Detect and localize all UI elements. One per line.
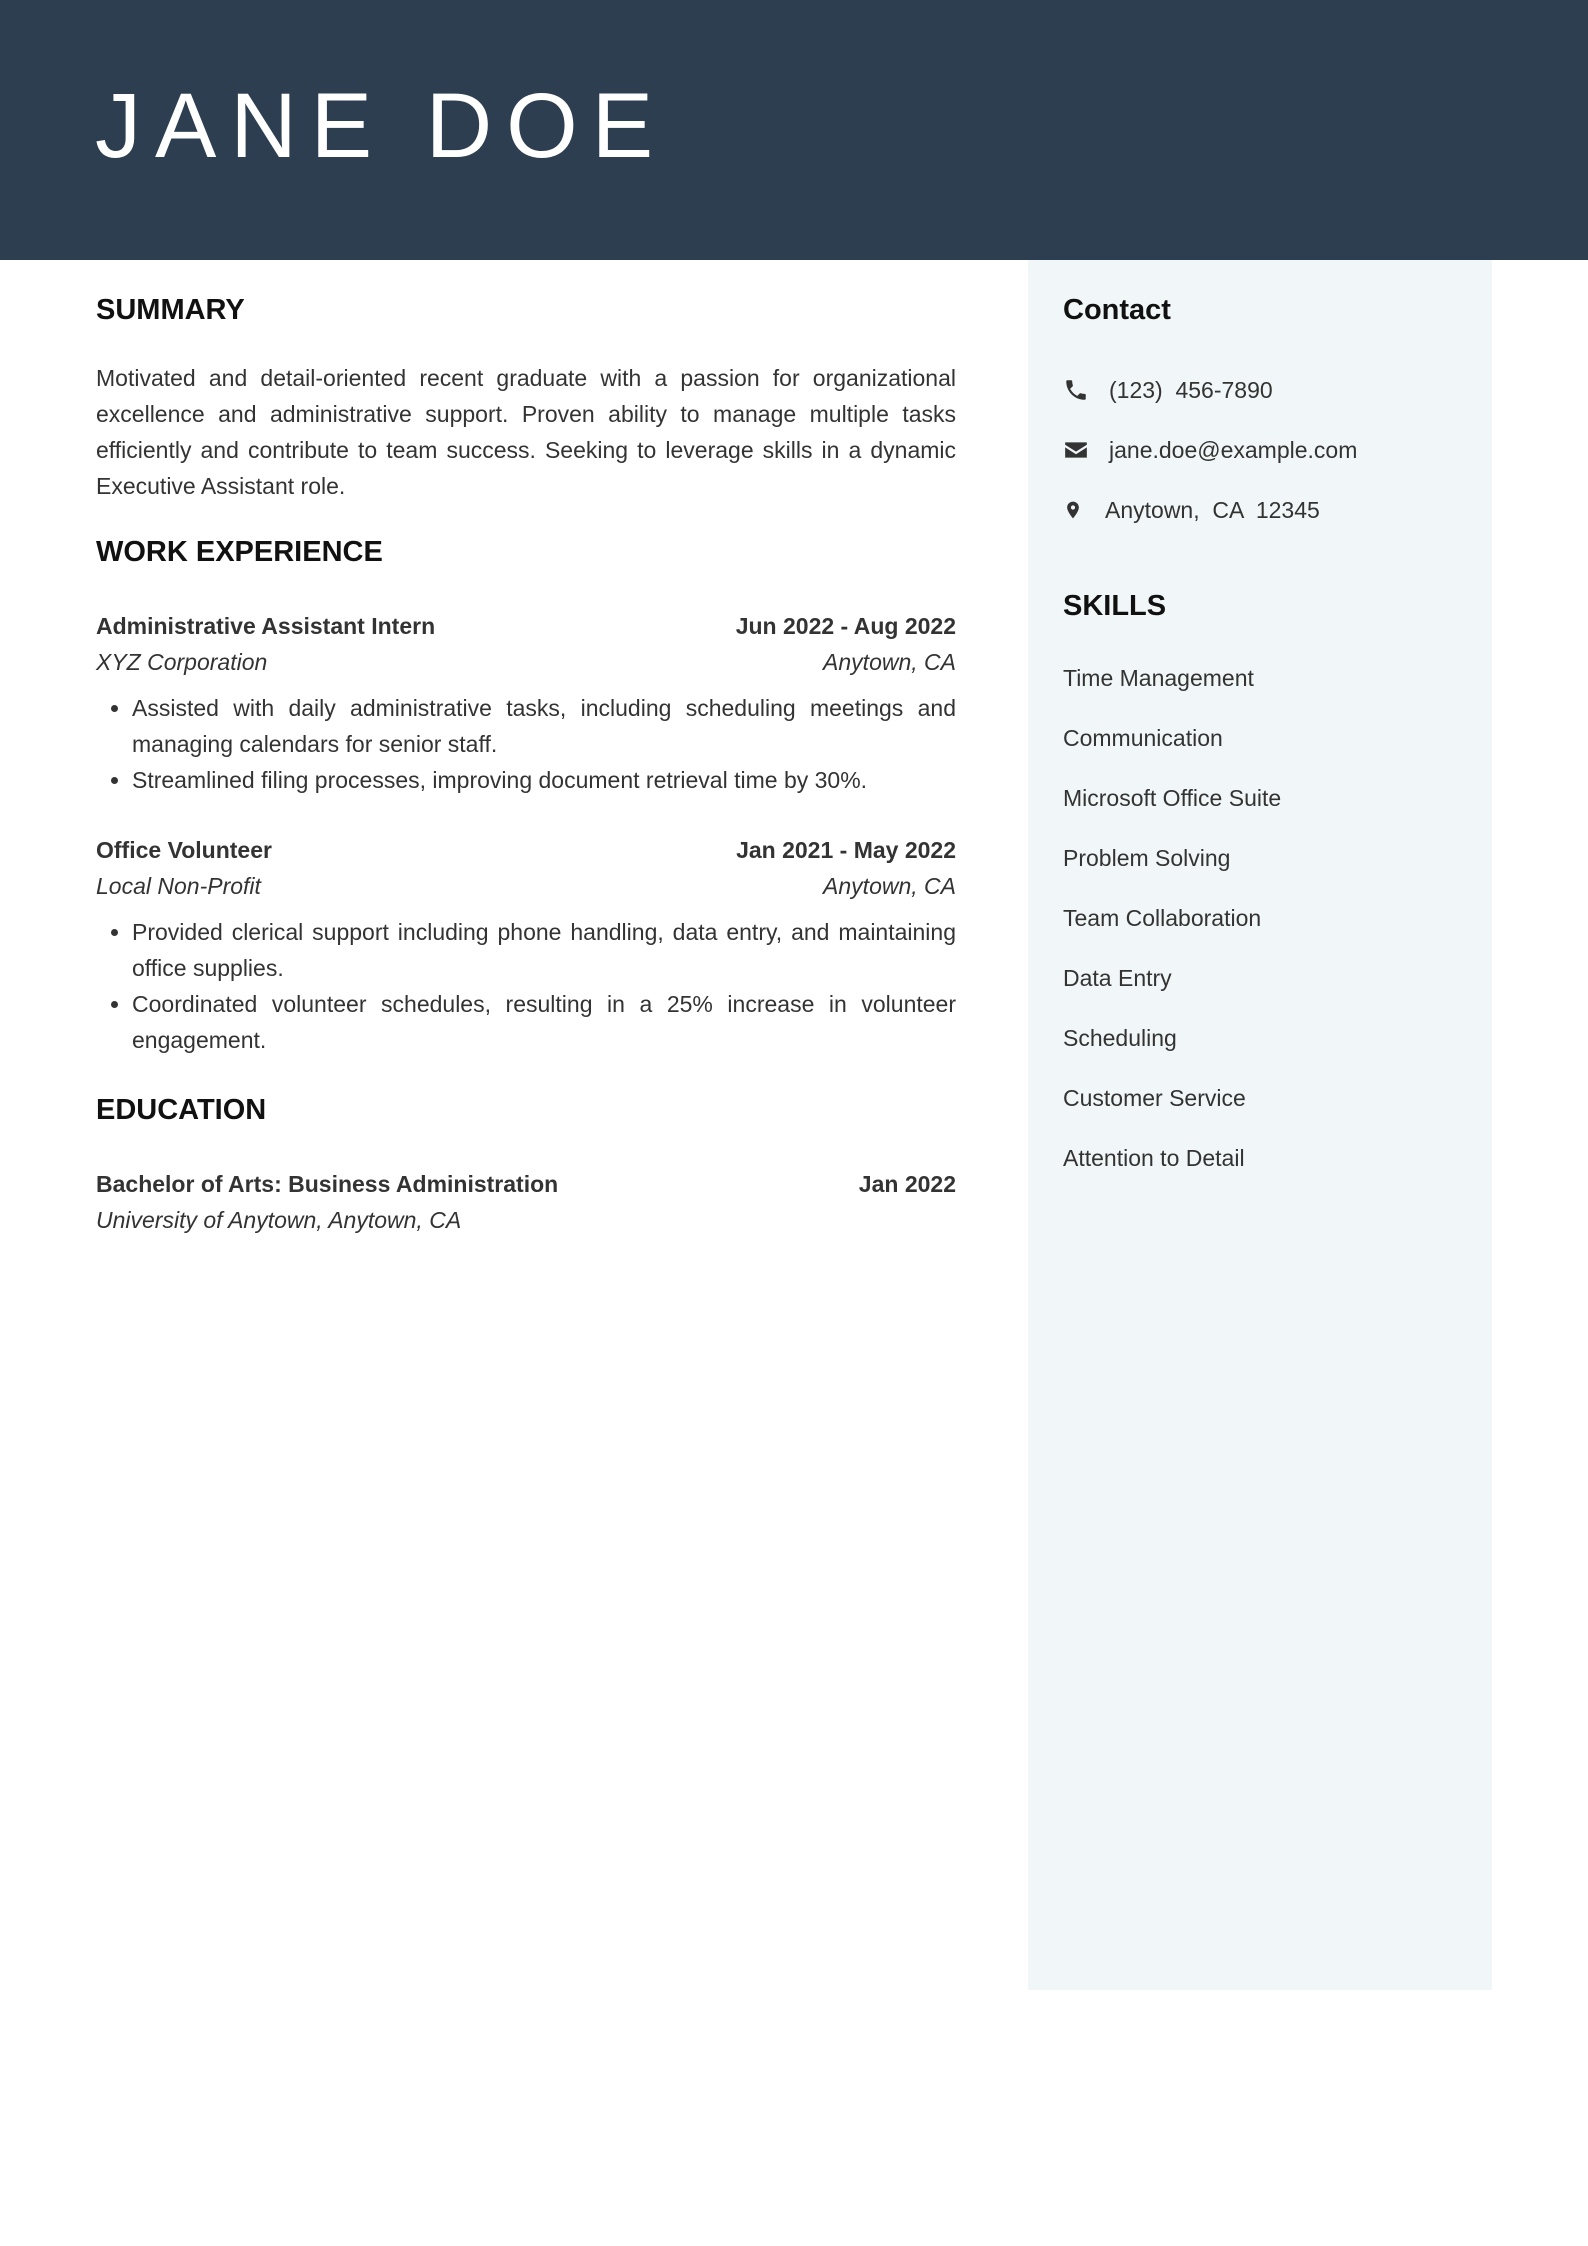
job-bullet: • Streamlined filing processes, improving document retrieval time by 30%. bbox=[132, 762, 956, 798]
job-role: Office Volunteer bbox=[96, 837, 272, 863]
summary-heading: SUMMARY bbox=[96, 294, 245, 326]
email-address[interactable]: jane.doe@example.com bbox=[1109, 437, 1358, 463]
degree-date: Jan 2022 bbox=[858, 1171, 956, 1197]
skill-item: Data Entry bbox=[1063, 965, 1172, 991]
candidate-name: JANE DOE bbox=[95, 75, 668, 177]
skill-item: Communication bbox=[1063, 725, 1223, 751]
job-entry bbox=[96, 608, 956, 798]
contact-location bbox=[1063, 492, 1320, 528]
location-text: Anytown, CA 12345 bbox=[1105, 497, 1320, 523]
job-bullet: • Coordinated volunteer schedules, resulting in a 25% increase in volunteer engagement. bbox=[132, 986, 956, 1058]
contact-heading: Contact bbox=[1063, 294, 1171, 326]
skill-item: Microsoft Office Suite bbox=[1063, 785, 1282, 811]
work-experience-heading: WORK EXPERIENCE bbox=[96, 536, 383, 568]
skill-item: Customer Service bbox=[1063, 1085, 1246, 1111]
skill-item: Problem Solving bbox=[1063, 845, 1231, 871]
job-bullet: • Assisted with daily administrative tasks, including scheduling meetings and managing calendars for senior staff. bbox=[132, 690, 956, 762]
job-bullets bbox=[96, 690, 956, 798]
job-entry bbox=[96, 832, 956, 1058]
job-company: Local Non-Profit bbox=[96, 873, 261, 899]
skill-item: Team Collaboration bbox=[1063, 905, 1262, 931]
phone-number: (123) 456-7890 bbox=[1109, 377, 1273, 403]
skills-heading: SKILLS bbox=[1063, 590, 1167, 622]
job-dates: Jun 2022 - Aug 2022 bbox=[735, 613, 956, 639]
skill-item: Time Management bbox=[1063, 665, 1254, 691]
skill-item: Attention to Detail bbox=[1063, 1145, 1245, 1171]
job-location: Anytown, CA bbox=[823, 649, 956, 675]
contact-email bbox=[1063, 432, 1357, 468]
job-dates: Jan 2021 - May 2022 bbox=[736, 837, 956, 863]
header-banner bbox=[0, 0, 1588, 260]
job-location: Anytown, CA bbox=[823, 873, 956, 899]
contact-phone bbox=[1063, 372, 1273, 408]
sidebar bbox=[1028, 260, 1492, 1990]
envelope-icon bbox=[1063, 437, 1089, 463]
job-bullets bbox=[96, 914, 956, 1058]
school: University of Anytown, Anytown, CA bbox=[96, 1207, 462, 1233]
job-bullet: • Provided clerical support including phone handling, data entry, and maintaining office supplies. bbox=[132, 914, 956, 986]
skills-list bbox=[1063, 660, 1281, 1200]
summary-text: Motivated and detail-oriented recent graduate with a passion for organizational excellence and administrative support. Proven ability to manage multiple tasks efficiently and contribute to team success. Seeking to leverage skills in a dynamic Executive Assistant role. bbox=[96, 365, 956, 499]
education-heading: EDUCATION bbox=[96, 1094, 267, 1126]
job-company: XYZ Corporation bbox=[96, 649, 268, 675]
job-role: Administrative Assistant Intern bbox=[96, 613, 436, 639]
education-entry bbox=[96, 1166, 956, 1238]
map-pin-icon bbox=[1063, 497, 1083, 523]
skill-item: Scheduling bbox=[1063, 1025, 1177, 1051]
degree: Bachelor of Arts: Business Administration bbox=[96, 1171, 559, 1197]
phone-icon bbox=[1063, 377, 1089, 403]
